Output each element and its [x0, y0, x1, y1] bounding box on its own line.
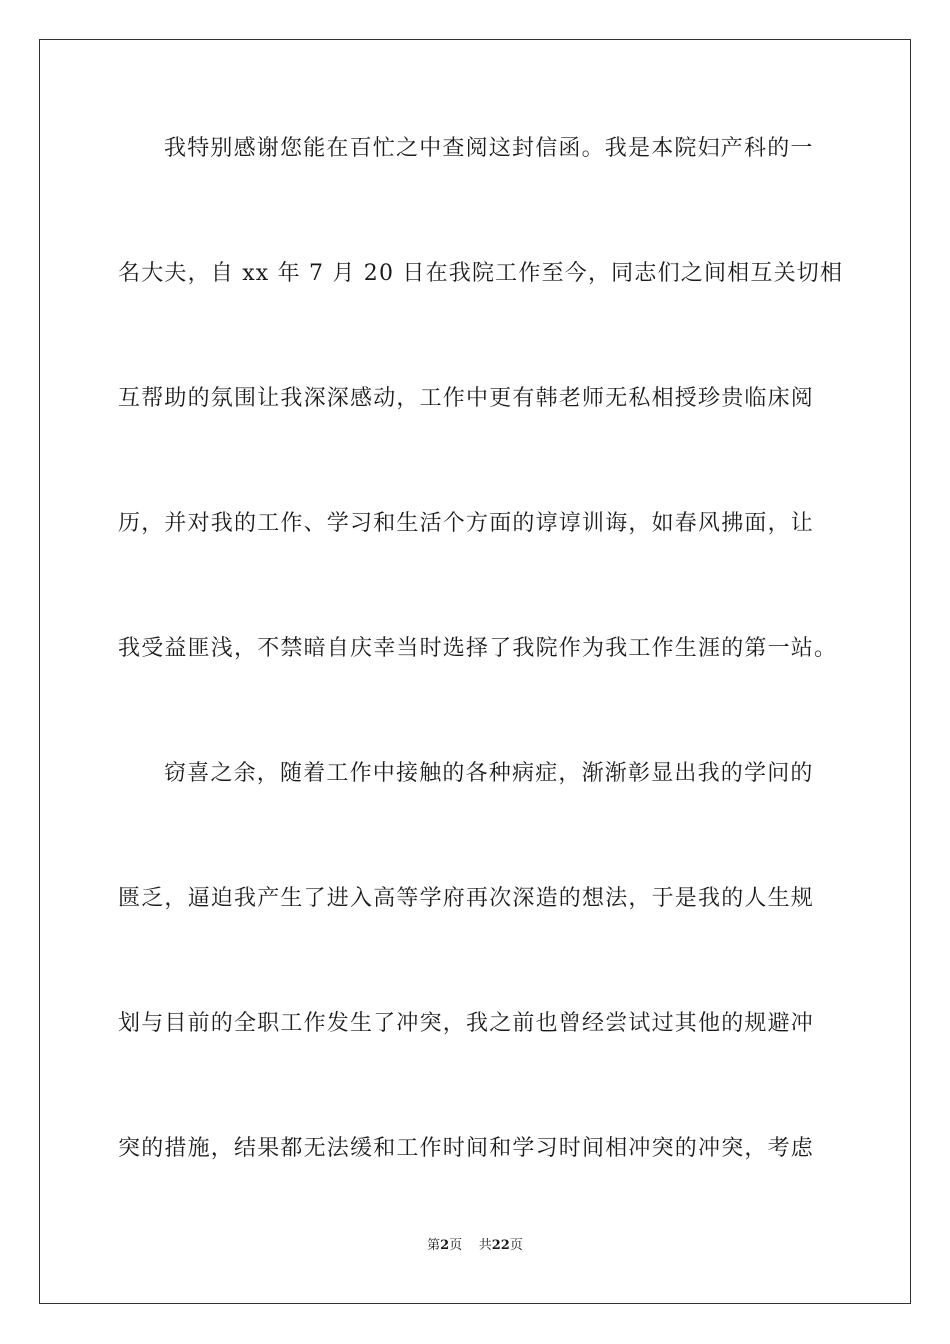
paragraph-1-line-2: 名大夫，自 xx 年 7 月 20 日在我院工作至今，同志们之间相互关切相 — [118, 261, 844, 286]
page-border — [39, 39, 911, 1304]
total-page-count: 22 — [491, 1238, 510, 1253]
paragraph-2-line-3: 划与目前的全职工作发生了冲突，我之前也曾经尝试过其他的规避冲 — [118, 1011, 815, 1036]
paragraph-1-line-1: 我特别感谢您能在百忙之中查阅这封信函。我是本院妇产科的一 — [164, 136, 814, 161]
page-mid: 页 共 — [449, 1238, 492, 1253]
paragraph-2-line-1: 窃喜之余，随着工作中接触的各种病症，渐渐彰显出我的学问的 — [164, 761, 814, 786]
page-suffix: 页 — [509, 1238, 523, 1253]
current-page-number: 2 — [440, 1238, 450, 1253]
paragraph-1-line-5: 我受益匪浅，不禁暗自庆幸当时选择了我院作为我工作生涯的第一站。 — [118, 636, 838, 661]
paragraph-2-line-2: 匮乏，逼迫我产生了进入高等学府再次深造的想法，于是我的人生规 — [118, 886, 815, 911]
page-footer — [0, 1237, 950, 1255]
paragraph-2-line-4: 突的措施，结果都无法缓和工作时间和学习时间相冲突的冲突，考虑 — [118, 1136, 815, 1161]
paragraph-1-line-3: 互帮助的氛围让我深深感动，工作中更有韩老师无私相授珍贵临床阅 — [118, 386, 815, 411]
paragraph-1-line-4: 历，并对我的工作、学习和生活个方面的谆谆训诲，如春风拂面，让 — [118, 511, 815, 536]
page-prefix: 第 — [427, 1238, 441, 1253]
